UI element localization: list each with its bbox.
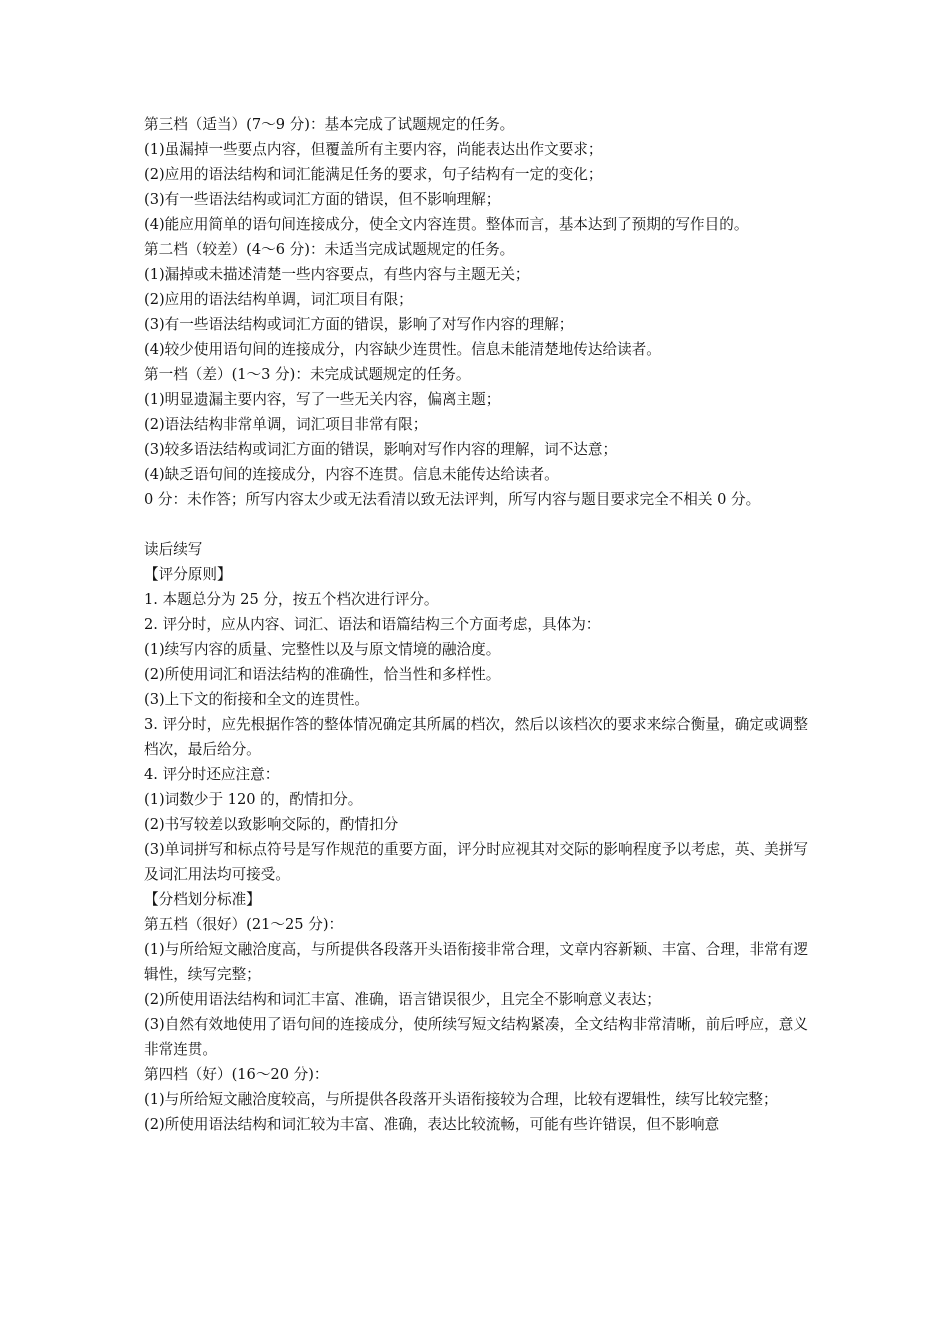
tier1-item: (1)明显遗漏主要内容，写了一些无关内容，偏离主题； — [144, 391, 501, 408]
tier3-item: (1)虽漏掉一些要点内容，但覆盖所有主要内容，尚能表达出作文要求； — [144, 141, 603, 158]
tier5-item: (1)与所给短文融洽度高，与所提供各段落开头语衔接非常合理，文章内容新颖、丰富、合理，非常有逻辑性，续写完整； — [144, 941, 808, 983]
tier5-heading: 第五档（很好）(21～25 分)： — [144, 916, 344, 933]
tier2-item: (4)较少使用语句间的连接成分，内容缺少连贯性。信息未能清楚地传达给读者。 — [144, 341, 661, 358]
tier5-item: (3)自然有效地使用了语句间的连接成分，使所续写短文结构紧凑，全文结构非常清晰，前后呼应，意义非常连贯。 — [144, 1016, 808, 1058]
rule-4-item: (3)单词拼写和标点符号是写作规范的重要方面，评分时应视其对交际的影响程度予以考虑，英、美拼写及词汇用法均可接受。 — [144, 841, 808, 883]
tier3-item: (2)应用的语法结构和词汇能满足任务的要求，句子结构有一定的变化； — [144, 166, 603, 183]
rule-4: 4. 评分时还应注意： — [144, 766, 280, 783]
rule-1: 1. 本题总分为 25 分，按五个档次进行评分。 — [144, 591, 439, 608]
standards-heading: 【分档划分标准】 — [144, 891, 261, 908]
tier1-item: (2)语法结构非常单调，词汇项目非常有限； — [144, 416, 428, 433]
rule-2-item: (1)续写内容的质量、完整性以及与原文情境的融洽度。 — [144, 641, 501, 658]
section-title: 读后续写 — [144, 541, 203, 558]
zero-score-rule: 0 分：未作答；所写内容太少或无法看清以致无法评判，所写内容与题目要求完全不相关 0 分。 — [144, 491, 761, 508]
tier3-item: (4)能应用简单的语句间连接成分，使全文内容连贯。整体而言，基本达到了预期的写作目的。 — [144, 216, 749, 233]
tier3-item: (3)有一些语法结构或词汇方面的错误，但不影响理解； — [144, 191, 501, 208]
tier3-heading: 第三档（适当）(7～9 分)：基本完成了试题规定的任务。 — [144, 116, 515, 133]
rule-3: 3. 评分时，应先根据作答的整体情况确定其所属的档次，然后以该档次的要求来综合衡量，确定或调整档次，最后给分。 — [144, 716, 808, 758]
tier2-item: (1)漏掉或未描述清楚一些内容要点，有些内容与主题无关； — [144, 266, 530, 283]
tier4-heading: 第四档（好）(16～20 分)： — [144, 1066, 329, 1083]
rule-2-item: (3)上下文的衔接和全文的连贯性。 — [144, 691, 369, 708]
tier1-heading: 第一档（差）(1～3 分)：未完成试题规定的任务。 — [144, 366, 471, 383]
rule-2-item: (2)所使用词汇和语法结构的准确性，恰当性和多样性。 — [144, 666, 501, 683]
tier2-item: (3)有一些语法结构或词汇方面的错误，影响了对写作内容的理解； — [144, 316, 574, 333]
principles-heading: 【评分原则】 — [144, 566, 232, 583]
tier1-item: (4)缺乏语句间的连接成分，内容不连贯。信息未能传达给读者。 — [144, 466, 559, 483]
rule-2: 2. 评分时，应从内容、词汇、语法和语篇结构三个方面考虑，具体为： — [144, 616, 601, 633]
tier4-item: (2)所使用语法结构和词汇较为丰富、准确，表达比较流畅，可能有些许错误，但不影响意 — [144, 1116, 720, 1133]
tier4-item: (1)与所给短文融洽度较高，与所提供各段落开头语衔接较为合理，比较有逻辑性，续写比较完整； — [144, 1091, 778, 1108]
rule-4-item: (2)书写较差以致影响交际的，酌情扣分 — [144, 816, 399, 833]
tier5-item: (2)所使用语法结构和词汇丰富、准确，语言错误很少，且完全不影响意义表达； — [144, 991, 661, 1008]
document-page — [144, 112, 808, 1137]
rule-4-item: (1)词数少于 120 的，酌情扣分。 — [144, 791, 363, 808]
tier2-item: (2)应用的语法结构单调，词汇项目有限； — [144, 291, 413, 308]
tier2-heading: 第二档（较差）(4～6 分)：未适当完成试题规定的任务。 — [144, 241, 515, 258]
section-divider — [144, 512, 808, 537]
tier1-item: (3)较多语法结构或词汇方面的错误，影响对写作内容的理解，词不达意； — [144, 441, 618, 458]
